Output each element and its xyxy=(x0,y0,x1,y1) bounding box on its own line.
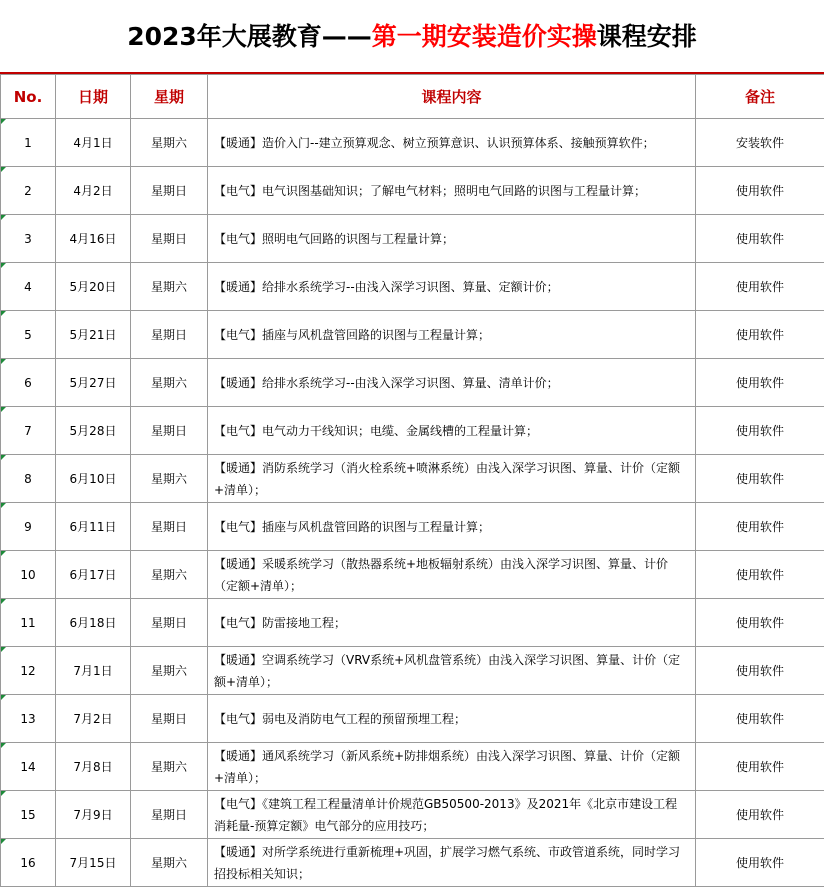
table-row xyxy=(1,839,824,887)
row-no: 9 xyxy=(1,503,56,551)
row-weekday: 星期六 xyxy=(131,263,208,311)
row-content: 【暖通】造价入门--建立预算观念、树立预算意识、认识预算体系、接触预算软件； xyxy=(208,119,696,167)
table-row xyxy=(1,167,824,215)
row-weekday: 星期日 xyxy=(131,599,208,647)
row-no: 4 xyxy=(1,263,56,311)
row-content: 【暖通】通风系统学习（新风系统+防排烟系统）由浅入深学习识图、算量、计价（定额+清单）； xyxy=(208,743,696,791)
row-date: 7月2日 xyxy=(56,695,131,743)
row-date: 5月27日 xyxy=(56,359,131,407)
row-weekday: 星期日 xyxy=(131,311,208,359)
row-weekday: 星期日 xyxy=(131,695,208,743)
row-weekday: 星期日 xyxy=(131,167,208,215)
title-part1: 2023年大展教育—— xyxy=(127,22,372,51)
row-date: 5月20日 xyxy=(56,263,131,311)
title-highlight: 第一期安装造价实操 xyxy=(372,22,597,51)
row-remark: 使用软件 xyxy=(696,455,824,503)
row-no: 15 xyxy=(1,791,56,839)
row-weekday: 星期六 xyxy=(131,359,208,407)
row-content: 【电气】防雷接地工程； xyxy=(208,599,696,647)
row-content: 【暖通】消防系统学习（消火栓系统+喷淋系统）由浅入深学习识图、算量、计价（定额+清单）； xyxy=(208,455,696,503)
row-weekday: 星期日 xyxy=(131,791,208,839)
table-row xyxy=(1,215,824,263)
row-content: 【暖通】给排水系统学习--由浅入深学习识图、算量、清单计价； xyxy=(208,359,696,407)
row-content: 【暖通】给排水系统学习--由浅入深学习识图、算量、定额计价； xyxy=(208,263,696,311)
table-row xyxy=(1,551,824,599)
row-weekday: 星期六 xyxy=(131,647,208,695)
row-no: 3 xyxy=(1,215,56,263)
header-row xyxy=(1,75,824,119)
row-remark: 安装软件 xyxy=(696,119,824,167)
row-date: 4月2日 xyxy=(56,167,131,215)
table-row xyxy=(1,407,824,455)
row-date: 6月11日 xyxy=(56,503,131,551)
row-remark: 使用软件 xyxy=(696,263,824,311)
table-row xyxy=(1,599,824,647)
row-weekday: 星期六 xyxy=(131,455,208,503)
row-no: 2 xyxy=(1,167,56,215)
table-row xyxy=(1,263,824,311)
row-date: 7月15日 xyxy=(56,839,131,887)
row-date: 7月9日 xyxy=(56,791,131,839)
row-date: 7月8日 xyxy=(56,743,131,791)
table-row xyxy=(1,743,824,791)
row-date: 6月17日 xyxy=(56,551,131,599)
header-weekday: 星期 xyxy=(131,75,208,119)
row-weekday: 星期日 xyxy=(131,407,208,455)
row-weekday: 星期六 xyxy=(131,119,208,167)
table-row xyxy=(1,503,824,551)
row-content: 【暖通】对所学系统进行重新梳理+巩固，扩展学习燃气系统、市政管道系统，同时学习招投标相关知识； xyxy=(208,839,696,887)
row-content: 【电气】弱电及消防电气工程的预留预埋工程； xyxy=(208,695,696,743)
table-row xyxy=(1,359,824,407)
table-row xyxy=(1,119,824,167)
header-no: No. xyxy=(1,75,56,119)
row-remark: 使用软件 xyxy=(696,503,824,551)
row-weekday: 星期日 xyxy=(131,503,208,551)
row-no: 5 xyxy=(1,311,56,359)
table-row xyxy=(1,311,824,359)
table-row xyxy=(1,455,824,503)
table-row xyxy=(1,647,824,695)
row-date: 4月16日 xyxy=(56,215,131,263)
row-remark: 使用软件 xyxy=(696,599,824,647)
row-no: 8 xyxy=(1,455,56,503)
row-date: 5月21日 xyxy=(56,311,131,359)
row-date: 6月18日 xyxy=(56,599,131,647)
table-row xyxy=(1,791,824,839)
row-remark: 使用软件 xyxy=(696,791,824,839)
table-row xyxy=(1,695,824,743)
row-content: 【电气】电气识图基础知识；了解电气材料；照明电气回路的识图与工程量计算； xyxy=(208,167,696,215)
row-date: 7月1日 xyxy=(56,647,131,695)
row-date: 5月28日 xyxy=(56,407,131,455)
row-weekday: 星期六 xyxy=(131,551,208,599)
schedule-table xyxy=(0,74,824,887)
header-date: 日期 xyxy=(56,75,131,119)
page-title xyxy=(0,0,824,74)
header-remark: 备注 xyxy=(696,75,824,119)
row-remark: 使用软件 xyxy=(696,215,824,263)
row-no: 11 xyxy=(1,599,56,647)
row-content: 【电气】《建筑工程工程量清单计价规范GB50500-2013》及2021年《北京市建设工程消耗量-预算定额》电气部分的应用技巧； xyxy=(208,791,696,839)
row-no: 13 xyxy=(1,695,56,743)
row-content: 【电气】插座与风机盘管回路的识图与工程量计算； xyxy=(208,503,696,551)
row-no: 10 xyxy=(1,551,56,599)
row-remark: 使用软件 xyxy=(696,311,824,359)
row-content: 【暖通】空调系统学习（VRV系统+风机盘管系统）由浅入深学习识图、算量、计价（定额+清单）； xyxy=(208,647,696,695)
row-date: 6月10日 xyxy=(56,455,131,503)
row-weekday: 星期六 xyxy=(131,743,208,791)
row-remark: 使用软件 xyxy=(696,743,824,791)
row-remark: 使用软件 xyxy=(696,407,824,455)
row-content: 【电气】照明电气回路的识图与工程量计算； xyxy=(208,215,696,263)
row-weekday: 星期六 xyxy=(131,839,208,887)
row-content: 【电气】电气动力干线知识；电缆、金属线槽的工程量计算； xyxy=(208,407,696,455)
row-no: 6 xyxy=(1,359,56,407)
row-content: 【暖通】采暖系统学习（散热器系统+地板辐射系统）由浅入深学习识图、算量、计价（定额+清单）； xyxy=(208,551,696,599)
row-no: 1 xyxy=(1,119,56,167)
row-remark: 使用软件 xyxy=(696,647,824,695)
title-part3: 课程安排 xyxy=(597,22,697,51)
row-no: 14 xyxy=(1,743,56,791)
row-no: 12 xyxy=(1,647,56,695)
row-remark: 使用软件 xyxy=(696,359,824,407)
row-remark: 使用软件 xyxy=(696,551,824,599)
row-weekday: 星期日 xyxy=(131,215,208,263)
row-content: 【电气】插座与风机盘管回路的识图与工程量计算； xyxy=(208,311,696,359)
row-remark: 使用软件 xyxy=(696,695,824,743)
row-no: 7 xyxy=(1,407,56,455)
row-no: 16 xyxy=(1,839,56,887)
row-date: 4月1日 xyxy=(56,119,131,167)
row-remark: 使用软件 xyxy=(696,839,824,887)
header-content: 课程内容 xyxy=(208,75,696,119)
row-remark: 使用软件 xyxy=(696,167,824,215)
